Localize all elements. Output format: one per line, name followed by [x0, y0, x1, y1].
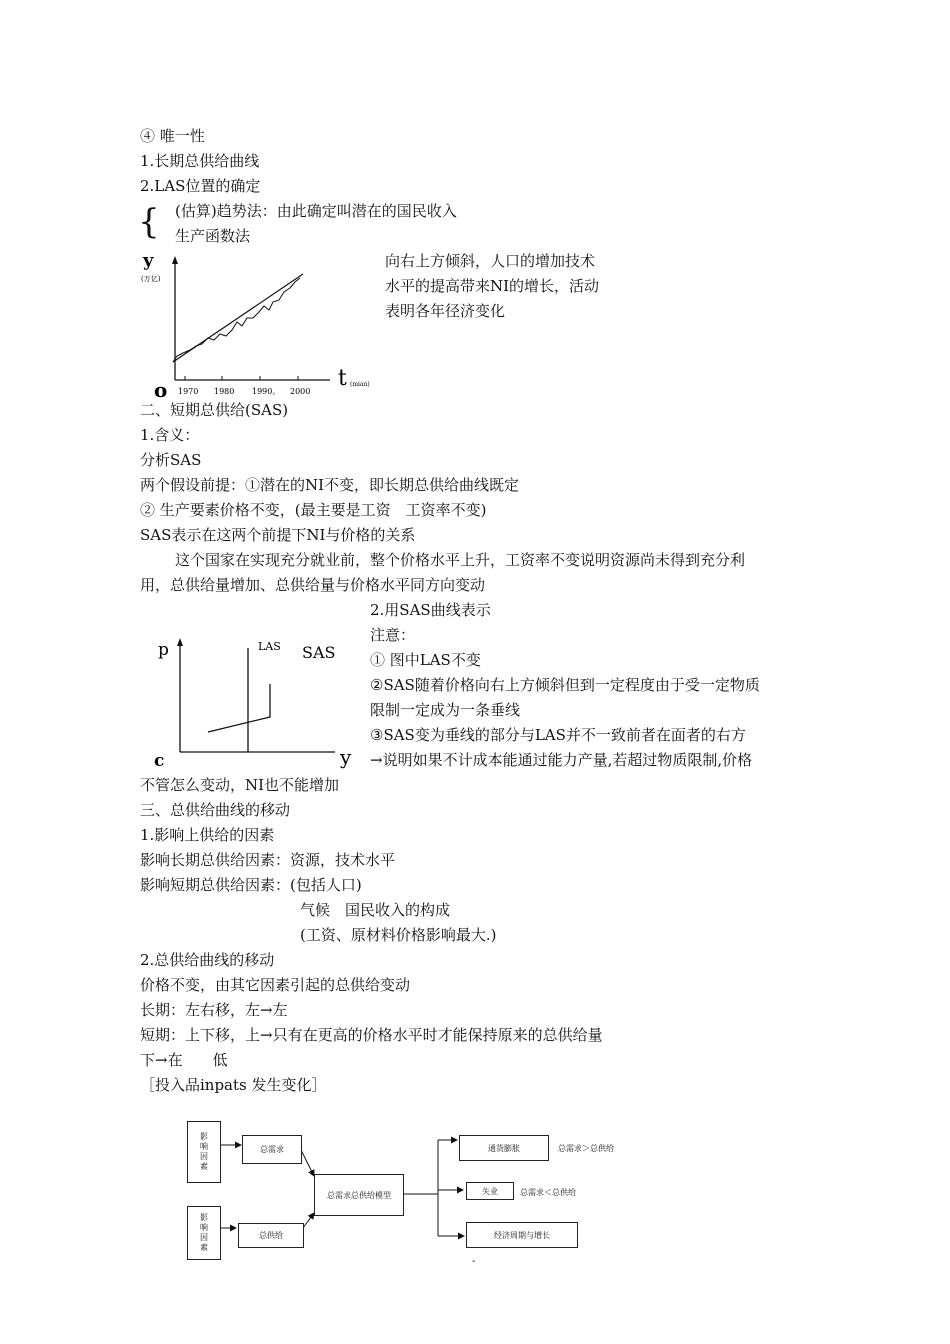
trend-chart	[140, 252, 380, 400]
assumption-2: ② 生产要素价格不变，(最主要是工资 工资率不变)	[140, 501, 487, 519]
sas-x-label: y	[340, 745, 352, 769]
las-sas-chart	[150, 630, 365, 770]
note-right-2: 水平的提高带来NI的增长，活动	[385, 277, 600, 295]
trend-y-label: y	[143, 252, 154, 271]
heading-shift: 三、总供给曲线的移动	[140, 801, 291, 819]
note-2: ②SAS随着价格向右上方倾斜但到一定程度由于受一定物质	[370, 676, 760, 694]
note-label: 注意：	[370, 626, 416, 644]
heading-las-curve: 1.长期总供给曲线	[140, 152, 260, 170]
business-cycle-box: 经济周期与增长	[466, 1222, 578, 1248]
condition-supply-exceeds: 总需求＜总供给	[520, 1188, 576, 1197]
short-run-factors: 影响短期总供给因素：(包括人口)	[140, 876, 362, 894]
condition-demand-exceeds: 总需求＞总供给	[558, 1144, 614, 1153]
sas-origin: c	[154, 751, 165, 770]
unemployment-box: 失业	[466, 1182, 514, 1200]
sas-y-arrow	[177, 638, 183, 646]
note-3-end: 不管怎么变动，NI也不能增加	[140, 776, 340, 794]
sas-y-label: p	[158, 640, 169, 660]
heading-las-position: 2.LAS位置的确定	[140, 177, 261, 195]
inflation-box: 通货膨胀	[459, 1135, 549, 1161]
factor-box-2: 影响因素	[187, 1206, 221, 1260]
note-3-cont: →说明如果不计成本能通过能力产量,若超过物质限制,价格	[370, 751, 753, 769]
shift-short-run-down: 下→在 低	[140, 1051, 228, 1069]
unique-item: ④ 唯一性	[140, 127, 205, 145]
heading-sas-curve: 2.用SAS曲线表示	[370, 601, 491, 619]
short-run-factors-3: (工资、原材料价格影响最大.)	[300, 926, 497, 944]
note-1: ① 图中LAS不变	[370, 651, 481, 669]
page-mark: -	[472, 1256, 476, 1267]
long-run-factors: 影响长期总供给因素：资源，技术水平	[140, 851, 396, 869]
note-3: ③SAS变为垂线的部分与LAS并不一致前者在面者的右方	[370, 726, 746, 744]
method-trend: (估算)趋势法：由此确定叫潜在的国民收入	[175, 202, 457, 220]
heading-factors: 1.影响上供给的因素	[140, 826, 275, 844]
short-run-factors-2: 气候 国民收入的构成	[300, 901, 451, 919]
note-2-cont: 限制一定成为一条垂线	[370, 701, 521, 719]
assumption-1: 两个假设前提：①潜在的NI不变，即长期总供给曲线既定	[140, 476, 520, 494]
shift-short-run: 短期：上下移，上→只有在更高的价格水平时才能保持原来的总供给量	[140, 1026, 603, 1044]
factor-box-1: 影响因素	[187, 1121, 221, 1183]
trend-y-unit: (万亿)	[141, 275, 161, 283]
sas-relation: SAS表示在这两个前提下NI与价格的关系	[140, 526, 416, 544]
sas-curve	[208, 684, 270, 732]
ad-as-model-box: 总需求总供给模型	[314, 1174, 404, 1216]
trend-tick-1980: 1980	[214, 387, 235, 396]
heading-meaning: 1.含义：	[140, 426, 200, 444]
analysis-sas: 分析SAS	[140, 451, 202, 469]
trend-tick-1990: 1990。	[252, 387, 281, 396]
paragraph-line-2: 用，总供给量增加、总供给量与价格水平同方向变动	[140, 576, 486, 594]
trend-y-arrow	[172, 256, 178, 264]
brace: {	[138, 202, 160, 242]
aggregate-demand-box: 总需求	[242, 1135, 302, 1164]
shift-definition: 价格不变，由其它因素引起的总供给变动	[140, 976, 411, 994]
trend-x-unit: (mian)	[350, 381, 370, 388]
shift-long-run: 长期：左右移，左→左	[140, 1001, 288, 1019]
trend-tick-2000: 2000	[290, 387, 311, 396]
heading-sas: 二、短期总供给(SAS)	[140, 401, 289, 419]
trend-origin: o	[154, 378, 168, 400]
sas-label: SAS	[302, 643, 336, 662]
aggregate-supply-box: 总供给	[238, 1223, 304, 1248]
heading-curve-shift: 2.总供给曲线的移动	[140, 951, 275, 969]
method-production-function: 生产函数法	[175, 227, 251, 245]
input-change-note: ［投入品inpats 发生变化］	[140, 1076, 327, 1094]
paragraph-line-1: 这个国家在实现充分就业前，整个价格水平上升，工资率不变说明资源尚未得到充分利	[175, 551, 746, 569]
trend-tick-1970: 1970	[178, 387, 199, 396]
las-label: LAS	[258, 640, 281, 653]
note-right-1: 向右上方倾斜，人口的增加技术	[385, 252, 596, 270]
note-right-3: 表明各年径济变化	[385, 302, 506, 320]
trend-x-label: t	[338, 366, 347, 391]
